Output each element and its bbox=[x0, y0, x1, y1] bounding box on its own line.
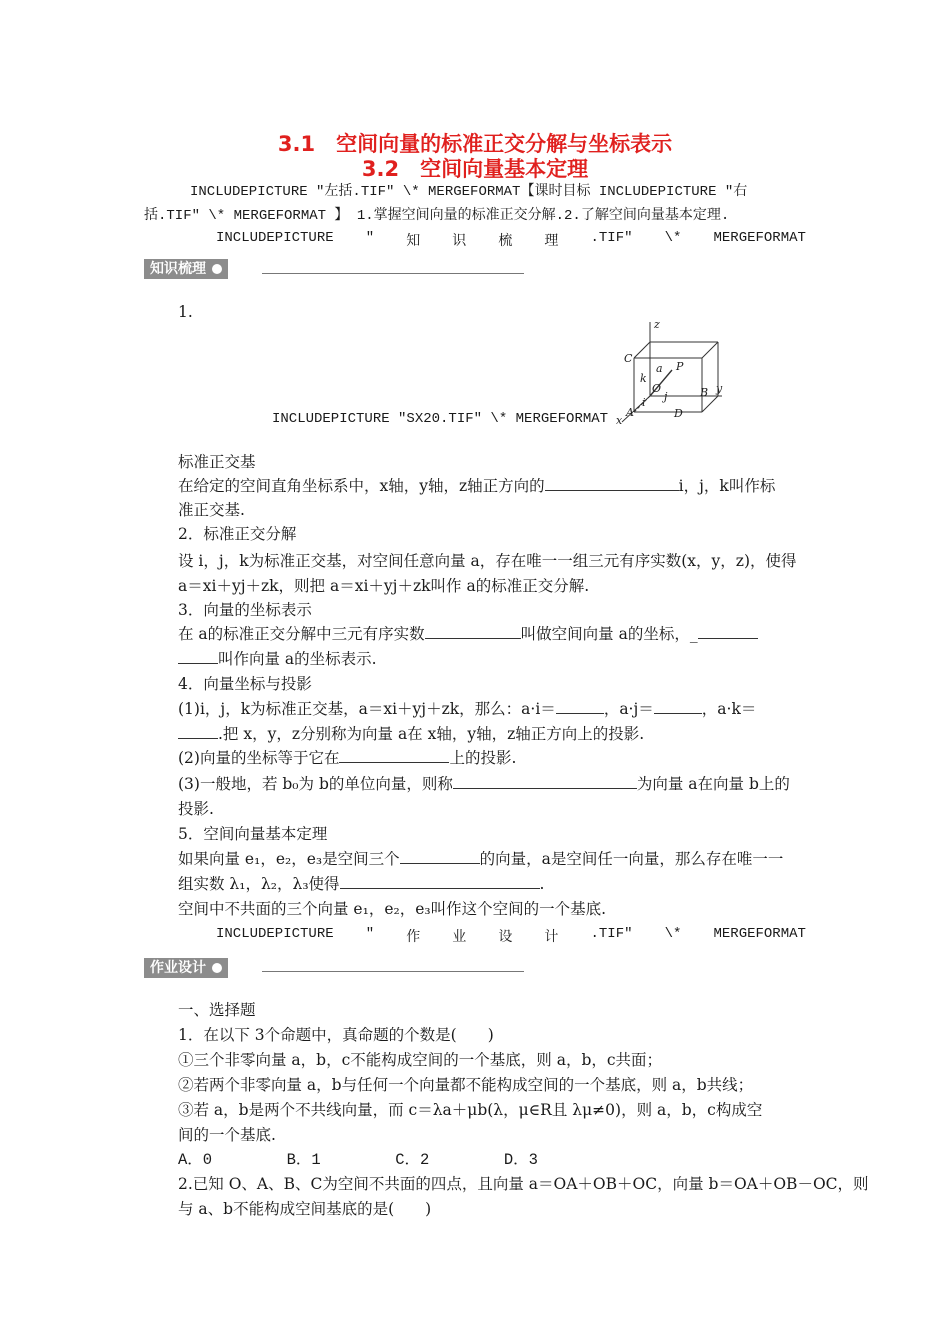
label-B: B bbox=[700, 386, 709, 399]
question-1: 1．在以下 3个命题中，真命题的个数是( ) bbox=[178, 1026, 494, 1044]
fill-blank bbox=[340, 872, 540, 889]
title-line-1: 3.1 空间向量的标准正交分解与坐标表示 bbox=[277, 132, 673, 156]
text-line: (3)一般地，若 b₀为 b的单位向量，则称 为向量 a在向量 b上的 bbox=[178, 772, 790, 796]
include-token: 梳 bbox=[498, 234, 513, 250]
include-token: MERGEFORMAT bbox=[713, 230, 806, 246]
text-line: .把 x，y，z分别称为向量 a在 x轴，y轴，z轴正方向上的投影. bbox=[178, 722, 644, 746]
fill-blank bbox=[453, 772, 637, 789]
text-line: 4．向量坐标与投影 bbox=[178, 675, 312, 693]
cube-edge bbox=[702, 342, 718, 358]
title-line-2: 3.2 空间向量基本定理 bbox=[361, 157, 589, 181]
include-knowledge-line bbox=[216, 230, 806, 250]
include-line-1b: 括.TIF" \* MERGEFORMAT 】 1.掌握空间向量的标准正交分解.2.了解空间向量基本定理. bbox=[144, 208, 730, 224]
fill-blank bbox=[178, 647, 218, 664]
text-line: 在给定的空间直角坐标系中，x轴，y轴，z轴正方向的 i，j，k叫作标 bbox=[178, 474, 775, 498]
include-token: INCLUDEPICTURE bbox=[216, 230, 334, 246]
section-label: 知识梳理 bbox=[150, 261, 206, 277]
text-line: 5．空间向量基本定理 bbox=[178, 825, 328, 843]
text-line: 如果向量 e₁，e₂，e₃是空间三个 的向量，a是空间任一向量，那么存在唯一一 bbox=[178, 847, 783, 871]
text-line: 叫作向量 a的坐标表示. bbox=[178, 647, 377, 671]
label-z: z bbox=[654, 320, 660, 331]
text-line: 准正交基. bbox=[178, 501, 245, 519]
section-label: 作业设计 bbox=[150, 960, 206, 976]
include-token: 理 bbox=[544, 234, 559, 250]
label-j: j bbox=[664, 390, 668, 403]
text-line: a＝xi＋yj＋zk，则把 a＝xi＋yj＋zk叫作 a的标准正交分解. bbox=[178, 577, 590, 595]
section-divider bbox=[262, 273, 524, 274]
option: B．1 bbox=[286, 1151, 321, 1169]
question-1-statement: ②若两个非零向量 a，b与任何一个向量都不能构成空间的一个基底，则 a，b共线； bbox=[178, 1076, 754, 1094]
text-line: 2．标准正交分解 bbox=[178, 525, 297, 543]
figure-caption: INCLUDEPICTURE "SX20.TIF" \* MERGEFORMAT bbox=[272, 411, 609, 427]
include-token: \* bbox=[664, 926, 682, 942]
include-token: 识 bbox=[452, 234, 467, 250]
include-token: 计 bbox=[544, 930, 559, 946]
include-token: 业 bbox=[452, 930, 467, 946]
bullet-dot-icon bbox=[212, 963, 222, 973]
fill-blank bbox=[654, 697, 702, 714]
text-line: 设 i，j，k为标准正交基，对空间任意向量 a，存在唯一一组三元有序实数(x，y，z)，使得 bbox=[178, 552, 797, 570]
fill-blank bbox=[178, 722, 218, 739]
include-token: .TIF" bbox=[590, 926, 633, 942]
question-2: 与 a、b不能构成空间基底的是( ) bbox=[178, 1200, 432, 1218]
include-token: \* bbox=[664, 230, 682, 246]
fill-blank bbox=[698, 622, 758, 639]
text-line: 投影. bbox=[178, 800, 214, 818]
label-D: D bbox=[674, 407, 683, 420]
include-token: 知 bbox=[406, 234, 421, 250]
question-1-options bbox=[178, 1148, 538, 1172]
question-1-statement: 间的一个基底. bbox=[178, 1126, 276, 1144]
label-O: O bbox=[652, 382, 662, 395]
section-divider bbox=[262, 971, 524, 972]
include-token: MERGEFORMAT bbox=[713, 926, 806, 942]
include-line-1a: INCLUDEPICTURE "左括.TIF" \* MERGEFORMAT【课时目标 INCLUDEPICTURE "右 bbox=[190, 184, 748, 200]
label-P: P bbox=[676, 360, 684, 373]
option: C．2 bbox=[395, 1151, 430, 1169]
include-homework-line bbox=[216, 926, 806, 946]
bullet-dot-icon bbox=[212, 264, 222, 274]
include-token: 作 bbox=[406, 930, 421, 946]
label-a: a bbox=[656, 362, 663, 375]
include-token: " bbox=[365, 926, 375, 942]
label-C: C bbox=[624, 352, 633, 365]
include-token: .TIF" bbox=[590, 230, 633, 246]
fill-blank bbox=[425, 622, 521, 639]
include-token: INCLUDEPICTURE bbox=[216, 926, 334, 942]
fill-blank bbox=[339, 746, 449, 763]
option: D．3 bbox=[503, 1151, 538, 1169]
label-i: i bbox=[642, 396, 646, 409]
question-1-statement: ③若 a，b是两个不共线向量，而 c＝λa＋μb(λ，μ∈R且 λμ≠0)，则 a，b，c构成空 bbox=[178, 1101, 763, 1119]
text-line: 在 a的标准正交分解中三元有序实数 叫做空间向量 a的坐标，_ bbox=[178, 622, 758, 646]
text-line: 空间中不共面的三个向量 e₁，e₂，e₃叫作这个空间的一个基底. bbox=[178, 900, 607, 918]
section-header-knowledge bbox=[144, 259, 228, 279]
question-2: 2.已知 O、A、B、C为空间不共面的四点，且向量 a＝OA＋OB＋OC，向量 b＝OA＋OB－OC，则 bbox=[178, 1175, 869, 1193]
option: A．0 bbox=[178, 1151, 213, 1169]
text-line: (1)i，j，k为标准正交基，a＝xi＋yj＋zk，那么：a·i＝ ，a·j＝ ，a·k＝ bbox=[178, 697, 756, 721]
label-A: A bbox=[626, 406, 634, 419]
text-line: (2)向量的坐标等于它在 上的投影. bbox=[178, 746, 516, 770]
text-line: 组实数 λ₁，λ₂，λ₃使得 . bbox=[178, 872, 544, 896]
label-k: k bbox=[640, 372, 647, 385]
fill-blank bbox=[400, 847, 480, 864]
label-x: x bbox=[616, 414, 623, 427]
section-header-homework bbox=[144, 958, 228, 978]
text-line: 标准正交基 bbox=[178, 453, 256, 471]
cube-figure bbox=[612, 320, 724, 428]
text-line: 3．向量的坐标表示 bbox=[178, 601, 312, 619]
fill-blank bbox=[545, 474, 679, 491]
question-1-statement: ①三个非零向量 a，b，c不能构成空间的一个基底，则 a，b，c共面； bbox=[178, 1051, 663, 1069]
fill-blank bbox=[556, 697, 604, 714]
exercise-heading: 一、选择题 bbox=[178, 1001, 256, 1019]
cube-edge bbox=[634, 342, 650, 358]
label-y: y bbox=[716, 382, 723, 395]
include-token: 设 bbox=[498, 930, 513, 946]
item-1-number: 1. bbox=[178, 303, 193, 321]
include-token: " bbox=[365, 230, 375, 246]
